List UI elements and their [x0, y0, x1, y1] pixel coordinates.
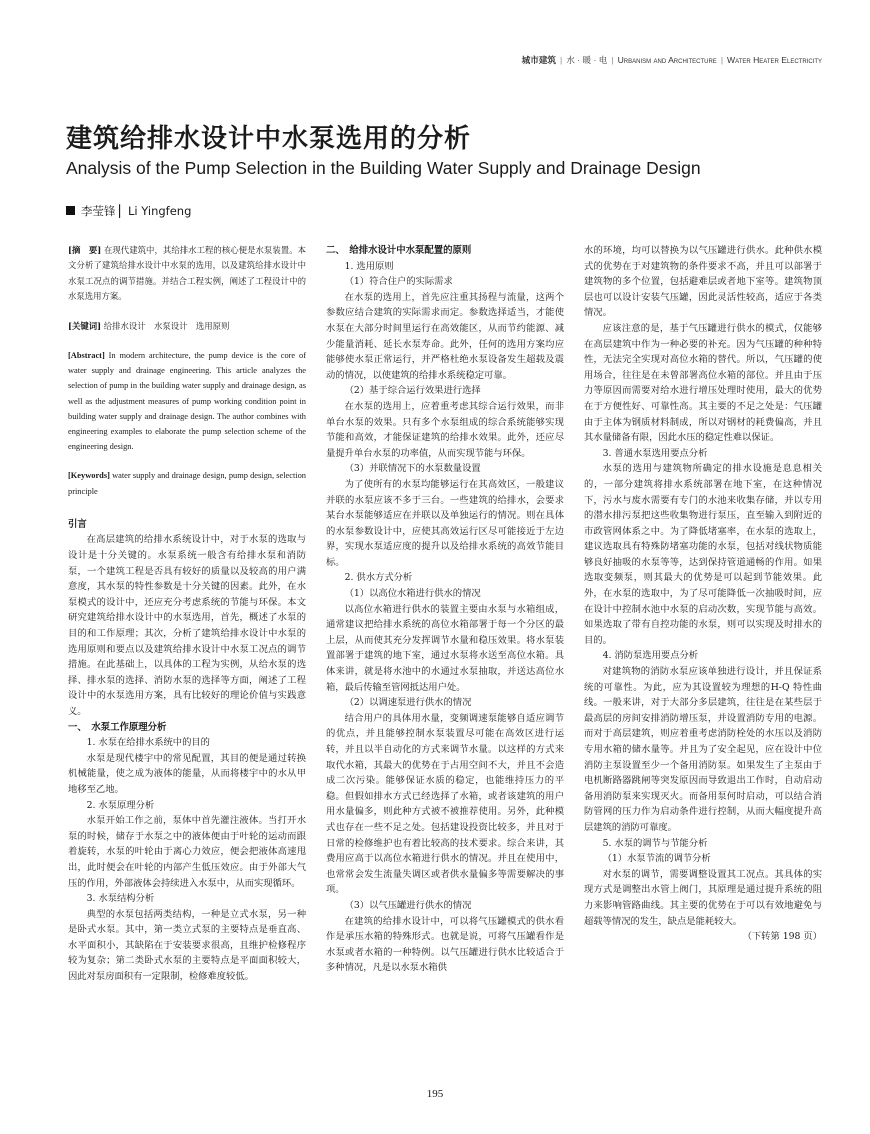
subsection-heading: 4. 消防泵选用要点分析	[602, 650, 699, 662]
abstract-cn	[68, 243, 306, 305]
article-title-en: Analysis of the Pump Selection in the Building Water Supply and Drainage Design	[66, 158, 701, 178]
paragraph: 水泵的选用与建筑物所确定的排水设施是息息相关的，一部分建筑将排水系统部署在地下室，在这种情况下，污水与废水需要有专门的水池来收集存储，并以专用的潜水排污泵把这些收集物进行泵压，直至输入到附近的市政管网体系之中。为了降低堵塞率，在水泵的选取上，建议选取具有特殊防堵塞功能的水泵，包括对线状物质能够良好抽吸的水泵等等，达到保持管道通畅的作用。如果选取变频泵，则其最大的优势是可以起到节能效果。此外，在水泵的选取中，为了尽可能降低一次抽吸时间，应在设计中控制水池中水泵的启动次数，实现节能与高效。如果选取了带有自控功能的水泵，则可以实现及时排水的目的。	[584, 463, 822, 646]
keywords-en-label: [Keywords]	[68, 471, 110, 481]
journal-name-cn: 城市建筑	[521, 55, 557, 65]
section-heading: 引言	[68, 518, 87, 530]
continued-note: （下转第 198 页）	[742, 931, 822, 943]
journal-name-en: Urbanism and Architecture	[617, 55, 717, 65]
keywords-en	[68, 468, 306, 498]
subsubsection-heading: （3）以气压罐进行供水的情况	[344, 899, 472, 911]
section-name-en: Water Heater Electricity	[727, 55, 822, 65]
section-heading: 二、 给排水设计中水泵配置的原则	[326, 245, 472, 256]
article-title-cn: 建筑给排水设计中水泵选用的分析	[66, 124, 472, 154]
paragraph: 水的环境，均可以替换为以气压罐进行供水。此种供水模式的优势在于对建筑物的条件要求不高，并且可以部署于建筑物的多个位置，包括避难层或者地下室等。建筑物顶层也可以设计安装气压罐，因此灵活性较高，适应于各类情况。	[584, 245, 822, 319]
abstract-en	[68, 348, 306, 454]
subsubsection-heading: （1）水泵节流的调节分析	[602, 853, 711, 865]
subsection-heading: 3. 普通水泵选用要点分析	[602, 447, 708, 459]
keywords-cn-text: 给排水设计 水泵设计 选用原则	[103, 320, 230, 331]
keywords-cn	[68, 319, 306, 334]
subsection-heading: 5. 水泵的调节与节能分析	[602, 837, 708, 849]
paragraph: 以高位水箱进行供水的装置主要由水泵与水箱组成，通常建议把给排水系统的高位水箱部署于每一个分区的最上层，从而使其充分发挥调节水量和稳压效果。将水泵装置部署于建筑的地下室，通过水泵将水送至高位水箱。具体来讲，就是将水池中的水通过水泵抽取，并送达高位水箱，最后传输至管网抵达用户处。	[326, 603, 564, 693]
paragraph: 对建筑物的消防水泵应该单独进行设计，并且保证系统的可靠性。为此，应为其设置较为理想的H-Q 特性曲线。一般来讲，对于大部分多层建筑，往往是在某些层于最高层的房间安排消防增压泵，并设置消防专用的电源。而对于高层建筑，则应着重考虑消防栓处的水压以及消防专用水箱的储水量等。并且为了安全起见，应在设计中位消防主泵设置至少一个备用消防泵。如果发生了主泵由于电机断路器跳闸等突发原因而导致退出工作时，自动启动备用消防泵来实现灭火。而备用泵何时启动，可以结合消防管网的压力作为启动条件进行控制，从而大幅度提升高层建筑的消防可靠度。	[584, 666, 822, 833]
keywords-cn-label: [关键词]	[68, 320, 102, 331]
subsection-heading: 1. 选用原则	[344, 260, 394, 272]
subsubsection-heading: （1）符合住户的实际需求	[344, 276, 453, 288]
subsection-heading: 3. 水泵结构分析	[86, 893, 155, 905]
paragraph: 为了使所有的水泵均能够运行在其高效区，一般建议并联的水泵应该不多于三台。一些建筑的给排水，会要求某台水泵能够适应在并联以及单独运行的情况。则在具体的水泵参数设计中，应使其高效运行区尽可能接近于左边界，实现水泵适应度的提升以及给排水系统的高效节能目标。	[326, 478, 564, 568]
subsubsection-heading: （3）并联情况下的水泵数量设置	[344, 463, 481, 475]
column-2	[326, 243, 564, 976]
author-names: 李莹锋 ▏Li Yingfeng	[81, 204, 192, 218]
abstract-cn-text: 在现代建筑中，其给排水工程的核心便是水泵装置。本文分析了建筑给排水设计中水泵的选用，以及建筑给排水设计中水泵工况点的调节措施。并结合工程实例，阐述了工程设计中的水泵选用方案。	[68, 245, 306, 302]
page-number: 195	[426, 1088, 444, 1100]
column-1	[68, 243, 306, 985]
abstract-en-text: In modern architecture, the pump device is the core of water supply and drainage engineering. This article analyzes the selection of pump in the building water supply and drainage design, as well as the adjustment measures of pump working condition point in building water supply and drainage design. The author combines with engineering examples to elaborate the pump selection scheme of the engineering design.	[68, 351, 306, 452]
abstract-en-label: [Abstract]	[68, 351, 105, 361]
keywords-en-text: water supply and drainage design, pump design, selection principle	[68, 471, 306, 496]
paragraph: 在高层建筑的给排水系统设计中，对于水泵的选取与设计是十分关键的。水泵系统一般含有给排水泵和消防泵，一个建筑工程是否具有较好的质量以及较高的用户满意度，其水泵的特性参数是十分关键的因素。此外，在水泵模式的设计中，还应充分考虑系统的节能与环保。本文研究建筑给排水设计中的水泵选用，首先，概述了水泵的目的和工作原理；其次，分析了建筑给排水设计中水泵的选用原则和要点以及建筑给排水设计中水泵工况点的调节措施。在此基础上，以具体的工程为实例，从给水泵的选择、排水泵的选择、消防水泵的选择等方面，阐述了工程设计中的水泵选用方案，具有比较好的理论价值与实践意义。	[68, 534, 306, 717]
subsubsection-heading: （1）以高位水箱进行供水的情况	[344, 588, 481, 600]
subsection-heading: 2. 水泵原理分析	[86, 799, 155, 811]
paragraph: 水泵开始工作之前，泵体中首先灌注液体。当打开水泵的时候，储存于水泵之中的液体便由于叶轮的运动而跟着旋转，水泵的叶轮由于离心力效应，便会把液体高速甩出，此时便会在叶轮的内部产生低压效应。由于外部大气压的作用，外部液体会持续进入水泵中，从而实现循环。	[68, 815, 306, 889]
abstract-cn-label: [摘 要]	[68, 245, 102, 255]
paragraph: 水泵是现代楼宇中的常见配置，其目的便是通过转换机械能量，使之成为液体的能量，从而将楼宇中的水从甲地移至乙地。	[68, 752, 306, 795]
paragraph: 在水泵的选用上，首先应注重其扬程与流量，这两个参数应结合建筑的实际需求而定。参数选择适当，才能使水泵在大部分时间里运行在高效能区，从而节约能源、减少能量消耗、延长水泵寿命。此外，任何的选用方案均应能够使水泵正常运行，并严格杜绝水泵设备发生超载及震动的情况，以使建筑的给排水系统稳定可靠。	[326, 291, 564, 381]
author-square-icon	[66, 206, 75, 215]
section-name-cn: 水 · 暖 · 电	[566, 55, 608, 65]
paragraph: 应该注意的是，基于气压罐进行供水的模式，仅能够在高层建筑中作为一种必要的补充。因为气压罐的种种特性，无法完全实现对高位水箱的替代。所以，气压罐的使用场合，往往是在未曾部署高位水箱的部位。并且由于压力等原因而需要对给水进行增压处理时使用，最大的优势在于方便性好、可靠性高。其主要的不足之处是：气压罐由于主体为钢质材料制成，所以对钢材的耗费偏高，并且其水量储备有限，因此水压的稳定性难以保证。	[584, 322, 822, 444]
paragraph: 典型的水泵包括两类结构，一种是立式水泵，另一种是卧式水泵。其中，第一类立式泵的主要特点是垂直高、水平面积小，其缺陷在于安装要求很高，且维护检修程序较为复杂；第二类卧式水泵的主要特点是平面面积较大，因此对泵房面积有一定限制，检修难度较低。	[68, 908, 306, 983]
subsection-heading: 1. 水泵在给排水系统中的目的	[86, 737, 210, 749]
section-heading: 一、 水泵工作原理分析	[68, 721, 167, 733]
subsection-heading: 2. 供水方式分析	[344, 572, 413, 584]
column-3	[584, 243, 822, 945]
subsubsection-heading: （2）以调速泵进行供水的情况	[344, 697, 472, 709]
paragraph: 在建筑的给排水设计中，可以将气压罐模式的供水看作是承压水箱的特殊形式。也就是说，可将气压罐看作是水泵或者水箱的一种特例。以气压罐进行供水比较适合于多种情况，凡是以水泵水箱供	[326, 915, 564, 974]
paragraph: 在水泵的选用上，应着重考虑其综合运行效果，而非单台水泵的效果。只有多个水泵组成的综合系统能够实现节能和高效，才能保证建筑的给排水效果。此外，还应尽量提升单台水泵的功率值，从而实现节能与环保。	[326, 400, 564, 459]
paragraph: 对水泵的调节，需要调整设置其工况点。其具体的实现方式是调整出水管上阀门，其原理是通过提升系统的阻力来影响管路曲线。其主要的优势在于可以有效地避免与超载等情况的发生，缺点是能耗较大。	[584, 868, 822, 927]
author-line	[66, 203, 191, 219]
paragraph: 结合用户的具体用水量，变频调速泵能够自适应调节的优点，并且能够控制水泵装置尽可能在高效区进行运转，并且以半自动化的方式来调节水量。以这样的方式来取代水箱，其最大的优势在于占用空间不大，并且不会造成二次污染。能够保证水质的稳定，也能维持压力的平稳。但假如排水方式已经选择了水箱，或者该建筑的用户用水量偏多，则此种方式被不被推荐使用。另外，此种模式也存在一些不足之处。包括建设投资比较多，并且对于日常的检修维护也有着比较高的技术要求。综合来讲，其费用应高于以高位水箱进行供水的情况。并且在使用中，也常常会发生流量失调区或者供水量偏多等需要解决的事项。	[326, 712, 564, 896]
subsubsection-heading: （2）基于综合运行效果进行选择	[344, 385, 481, 397]
running-header: 城市建筑 | 水 · 暖 · 电 | Urbanism and Architecture | Water Heater Electricity	[521, 55, 822, 65]
